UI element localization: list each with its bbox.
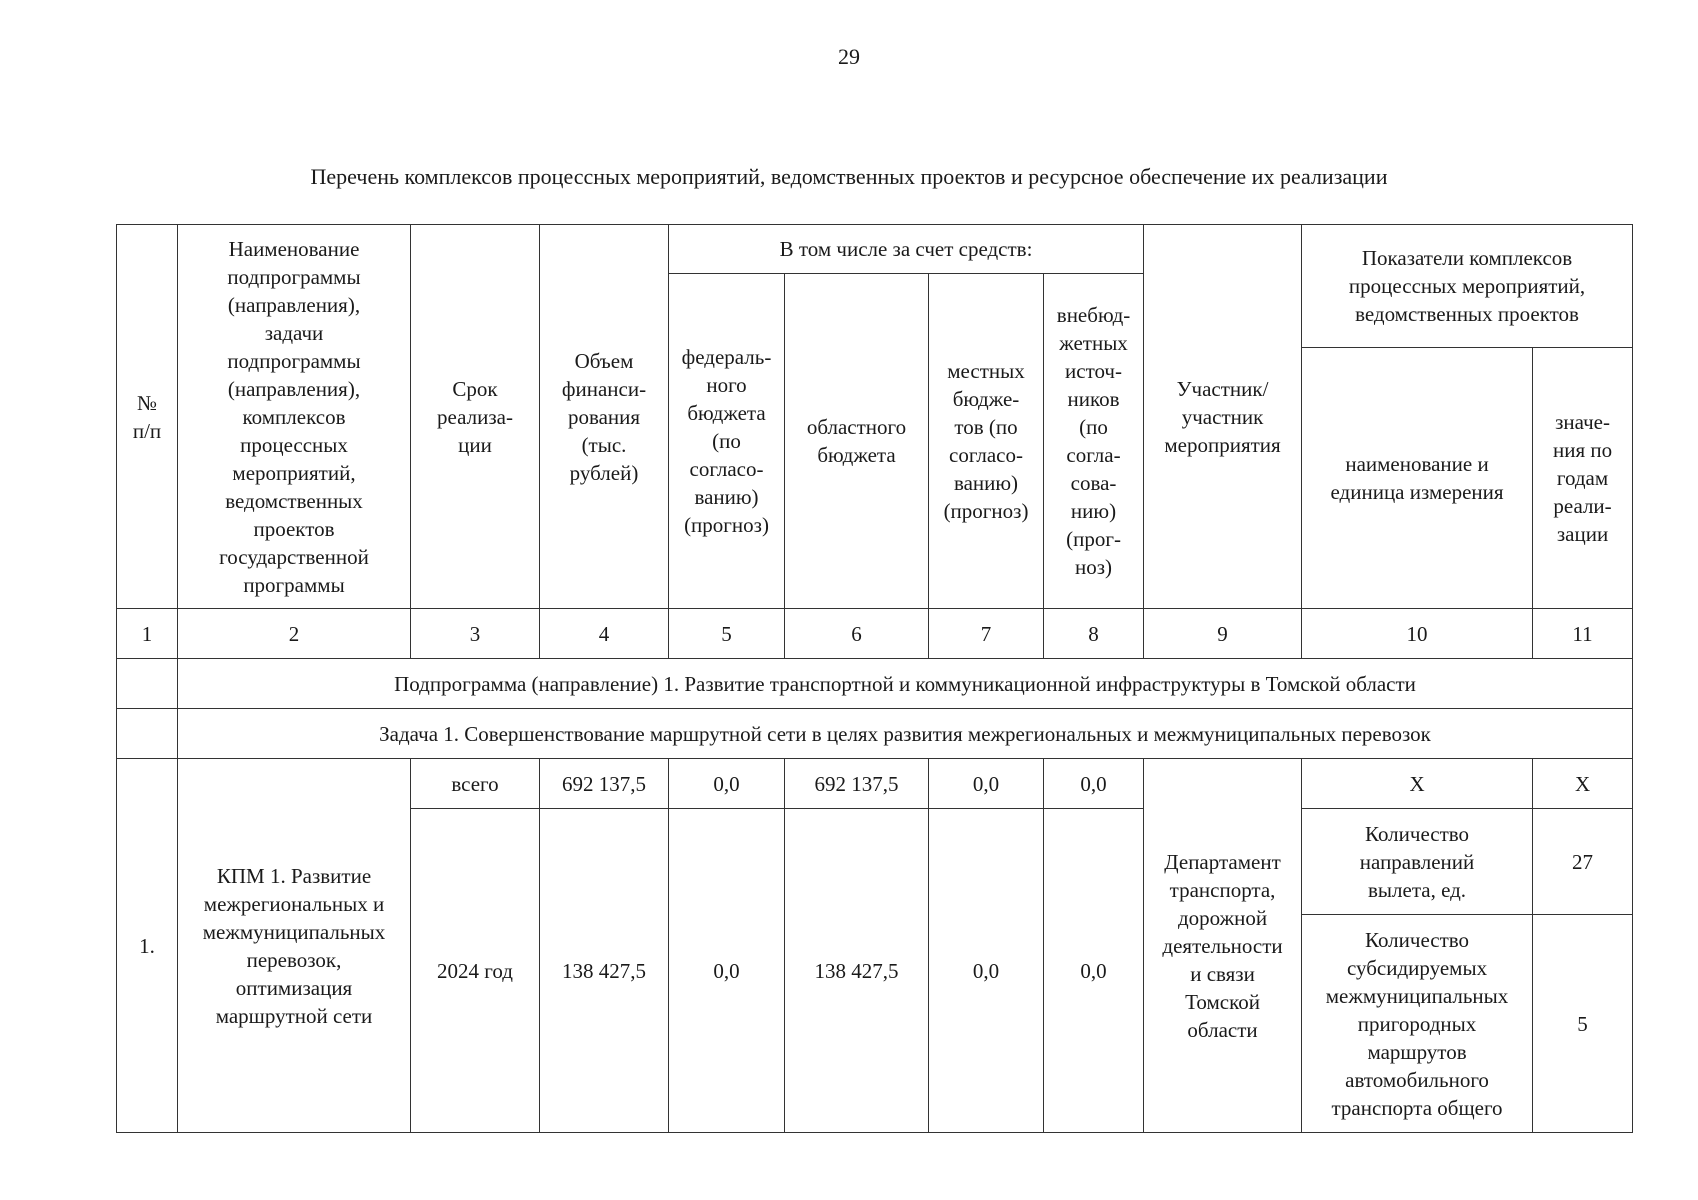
page-number: 29	[838, 44, 860, 69]
column-number: 1	[117, 609, 178, 659]
column-number: 7	[929, 609, 1044, 659]
header-regional: областного бюджета	[785, 274, 929, 609]
column-number: 4	[540, 609, 669, 659]
year-period: 2024 год	[411, 809, 540, 1133]
total-federal: 0,0	[669, 759, 785, 809]
year-volume: 138 427,5	[540, 809, 669, 1133]
item-name: КПМ 1. Развитие межрегиональных и межмуниципальных перевозок, оптимизация маршрутной сети	[178, 759, 411, 1133]
header-indicator-values: значе- ния по годам реали- зации	[1533, 348, 1633, 609]
header-volume: Объем финанси- рования (тыс. рублей)	[540, 225, 669, 609]
subprogram-empty-cell	[117, 659, 178, 709]
total-indicator-name: Х	[1302, 759, 1533, 809]
indicator-name: Количество субсидируемых межмуниципальных пригородных маршрутов автомобильного транспорта общего	[1302, 915, 1533, 1133]
item-participant: Департамент транспорта, дорожной деятельности и связи Томской области	[1144, 759, 1302, 1133]
subprogram-row: Подпрограмма (направление) 1. Развитие транспортной и коммуникационной инфраструктуры в Томской области	[178, 659, 1633, 709]
task-row: Задача 1. Совершенствование маршрутной сети в целях развития межрегиональных и межмуниципальных перевозок	[178, 709, 1633, 759]
indicator-value: 27	[1533, 809, 1633, 915]
total-volume: 692 137,5	[540, 759, 669, 809]
column-number: 5	[669, 609, 785, 659]
year-extra: 0,0	[1044, 809, 1144, 1133]
item-num: 1.	[117, 759, 178, 1133]
total-local: 0,0	[929, 759, 1044, 809]
header-name: Наименование подпрограммы (направления), задачи подпрограммы (направления), комплексов процессных мероприятий, ведомственных проектов государственной программы	[178, 225, 411, 609]
header-funds-group: В том числе за счет средств:	[669, 225, 1144, 274]
indicator-value: 5	[1533, 915, 1633, 1133]
column-number: 8	[1044, 609, 1144, 659]
header-indicator-name: наименование и единица измерения	[1302, 348, 1533, 609]
header-indicators-group: Показатели комплексов процессных мероприятий, ведомственных проектов	[1302, 225, 1633, 348]
activities-table	[116, 224, 1633, 1133]
indicator-name: Количество направлений вылета, ед.	[1302, 809, 1533, 915]
header-federal: федераль- ного бюджета (по согласо- ванию) (прогноз)	[669, 274, 785, 609]
header-period: Срок реализа- ции	[411, 225, 540, 609]
total-regional: 692 137,5	[785, 759, 929, 809]
task-empty-cell	[117, 709, 178, 759]
document-title: Перечень комплексов процессных мероприятий, ведомственных проектов и ресурсное обеспечение их реализации	[310, 164, 1388, 189]
column-number: 11	[1533, 609, 1633, 659]
column-number: 3	[411, 609, 540, 659]
column-number: 10	[1302, 609, 1533, 659]
header-local: местных бюдже- тов (по согласо- ванию) (прогноз)	[929, 274, 1044, 609]
column-number: 2	[178, 609, 411, 659]
year-local: 0,0	[929, 809, 1044, 1133]
year-federal: 0,0	[669, 809, 785, 1133]
total-extra: 0,0	[1044, 759, 1144, 809]
column-number: 9	[1144, 609, 1302, 659]
column-number: 6	[785, 609, 929, 659]
header-num: № п/п	[117, 225, 178, 609]
header-participant: Участник/ участник мероприятия	[1144, 225, 1302, 609]
header-extra: внебюд- жетных источ- ников (по согла- сова- нию) (прог- ноз)	[1044, 274, 1144, 609]
year-regional: 138 427,5	[785, 809, 929, 1133]
total-indicator-value: Х	[1533, 759, 1633, 809]
total-period: всего	[411, 759, 540, 809]
column-numbers-row	[117, 609, 1633, 659]
